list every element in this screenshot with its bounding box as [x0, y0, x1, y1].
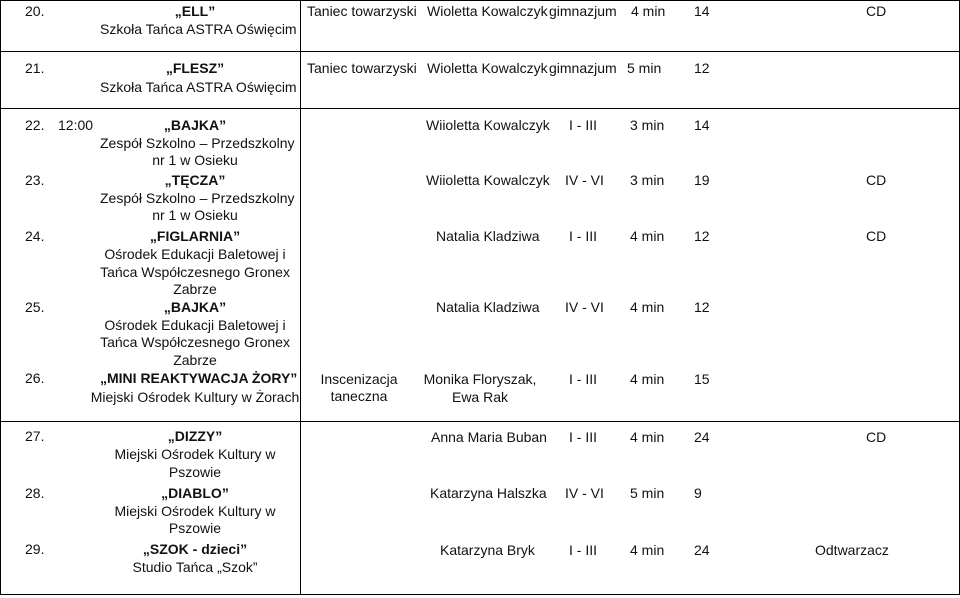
- col-border: [300, 0, 301, 595]
- count: 12: [694, 228, 710, 244]
- teacher: Monika Floryszak,: [423, 371, 537, 387]
- count: 24: [694, 542, 710, 558]
- group-org: Tańca Współczesnego Gronex: [100, 334, 290, 350]
- music: CD: [866, 228, 887, 244]
- duration: 3 min: [630, 172, 665, 188]
- music: CD: [866, 429, 887, 445]
- row-number: 26.: [25, 370, 45, 386]
- music: Odtwarzacz: [815, 542, 889, 558]
- duration: 4 min: [630, 542, 665, 558]
- group-org: Zabrze: [173, 352, 217, 368]
- start-time: 12:00: [58, 117, 94, 133]
- row-number: 21.: [25, 60, 45, 76]
- age-group: I - III: [569, 429, 597, 445]
- group-org: nr 1 w Osieku: [152, 152, 238, 168]
- age-group: IV - VI: [565, 172, 604, 188]
- group-name: „MINI REAKTYWACJA ŻORY”: [100, 370, 298, 386]
- group-name: „DIZZY”: [167, 428, 223, 444]
- row-number: 22.: [25, 117, 45, 133]
- row-number: 27.: [25, 428, 45, 444]
- group-name: „FIGLARNIA”: [149, 228, 241, 244]
- group-name: „BAJKA”: [163, 299, 227, 315]
- group-name: „BAJKA”: [163, 117, 227, 133]
- group-org: Miejski Ośrodek Kultury w: [114, 446, 276, 462]
- row-number: 28.: [25, 485, 45, 501]
- group-org: Miejski Ośrodek Kultury w: [114, 503, 276, 519]
- category: Taniec towarzyski: [307, 60, 417, 76]
- group-org: Pszowie: [168, 520, 222, 536]
- teacher: Wiioletta Kowalczyk: [426, 117, 550, 133]
- group-name: „FLESZ”: [165, 60, 225, 76]
- age-group: I - III: [569, 371, 597, 387]
- col-border: [0, 0, 1, 595]
- row-border: [0, 51, 960, 52]
- row-border: [0, 0, 960, 1]
- row-number: 29.: [25, 541, 45, 557]
- duration: 4 min: [630, 228, 665, 244]
- age-group: I - III: [569, 228, 597, 244]
- group-org: Studio Tańca „Szok”: [132, 559, 258, 575]
- duration: 4 min: [630, 299, 665, 315]
- teacher: Katarzyna Halszka: [430, 485, 547, 501]
- group-org: Miejski Ośrodek Kultury w Żorach: [90, 389, 300, 405]
- group-org: Zespół Szkolno – Przedszkolny: [100, 190, 295, 206]
- duration: 4 min: [630, 429, 665, 445]
- group-org: Zabrze: [173, 281, 217, 297]
- row-border: [0, 108, 960, 109]
- teacher: Wioletta Kowalczyk: [427, 3, 548, 19]
- row-number: 20.: [25, 3, 45, 19]
- group-org: Ośrodek Edukacji Baletowej i: [104, 246, 286, 262]
- group-name: „TĘCZA”: [164, 172, 226, 188]
- duration: 5 min: [630, 485, 665, 501]
- duration: 4 min: [631, 3, 666, 19]
- teacher: Natalia Kladziwa: [436, 299, 540, 315]
- row-number: 23.: [25, 172, 45, 188]
- music: CD: [866, 172, 887, 188]
- age-group: gimnazjum: [549, 60, 617, 76]
- count: 24: [694, 429, 710, 445]
- category: Taniec towarzyski: [307, 3, 417, 19]
- group-name: „SZOK - dzieci”: [142, 541, 248, 557]
- music: CD: [866, 3, 887, 19]
- teacher: Natalia Kladziwa: [436, 228, 540, 244]
- group-org: Pszowie: [168, 464, 222, 480]
- teacher: Ewa Rak: [451, 389, 509, 405]
- age-group: gimnazjum: [549, 3, 617, 19]
- group-org: Ośrodek Edukacji Baletowej i: [104, 317, 286, 333]
- duration: 3 min: [630, 117, 665, 133]
- teacher: Anna Maria Buban: [431, 429, 547, 445]
- age-group: IV - VI: [565, 299, 604, 315]
- row-number: 25.: [25, 299, 45, 315]
- row-border: [0, 421, 960, 422]
- duration: 4 min: [630, 371, 665, 387]
- row-border: [0, 594, 960, 595]
- group-org: Szkoła Tańca ASTRA Oświęcim: [100, 21, 297, 37]
- duration: 5 min: [627, 60, 662, 76]
- count: 15: [694, 371, 710, 387]
- category: Inscenizacja taneczna: [320, 371, 398, 404]
- count: 19: [694, 172, 710, 188]
- group-org: Zespół Szkolno – Przedszkolny: [100, 135, 295, 151]
- row-number: 24.: [25, 228, 45, 244]
- group-org: Tańca Współczesnego Gronex: [100, 264, 290, 280]
- count: 12: [694, 60, 710, 76]
- count: 14: [694, 3, 710, 19]
- count: 9: [694, 485, 702, 501]
- teacher: Wiioletta Kowalczyk: [426, 172, 550, 188]
- group-name: „ELL”: [174, 3, 216, 19]
- teacher: Wioletta Kowalczyk: [427, 60, 548, 76]
- age-group: I - III: [569, 117, 597, 133]
- group-org: Szkoła Tańca ASTRA Oświęcim: [100, 79, 297, 95]
- count: 14: [694, 117, 710, 133]
- age-group: IV - VI: [565, 485, 604, 501]
- teacher: Katarzyna Bryk: [440, 542, 535, 558]
- age-group: I - III: [569, 542, 597, 558]
- count: 12: [694, 299, 710, 315]
- group-name: „DIABLO”: [161, 485, 229, 501]
- group-org: nr 1 w Osieku: [152, 207, 238, 223]
